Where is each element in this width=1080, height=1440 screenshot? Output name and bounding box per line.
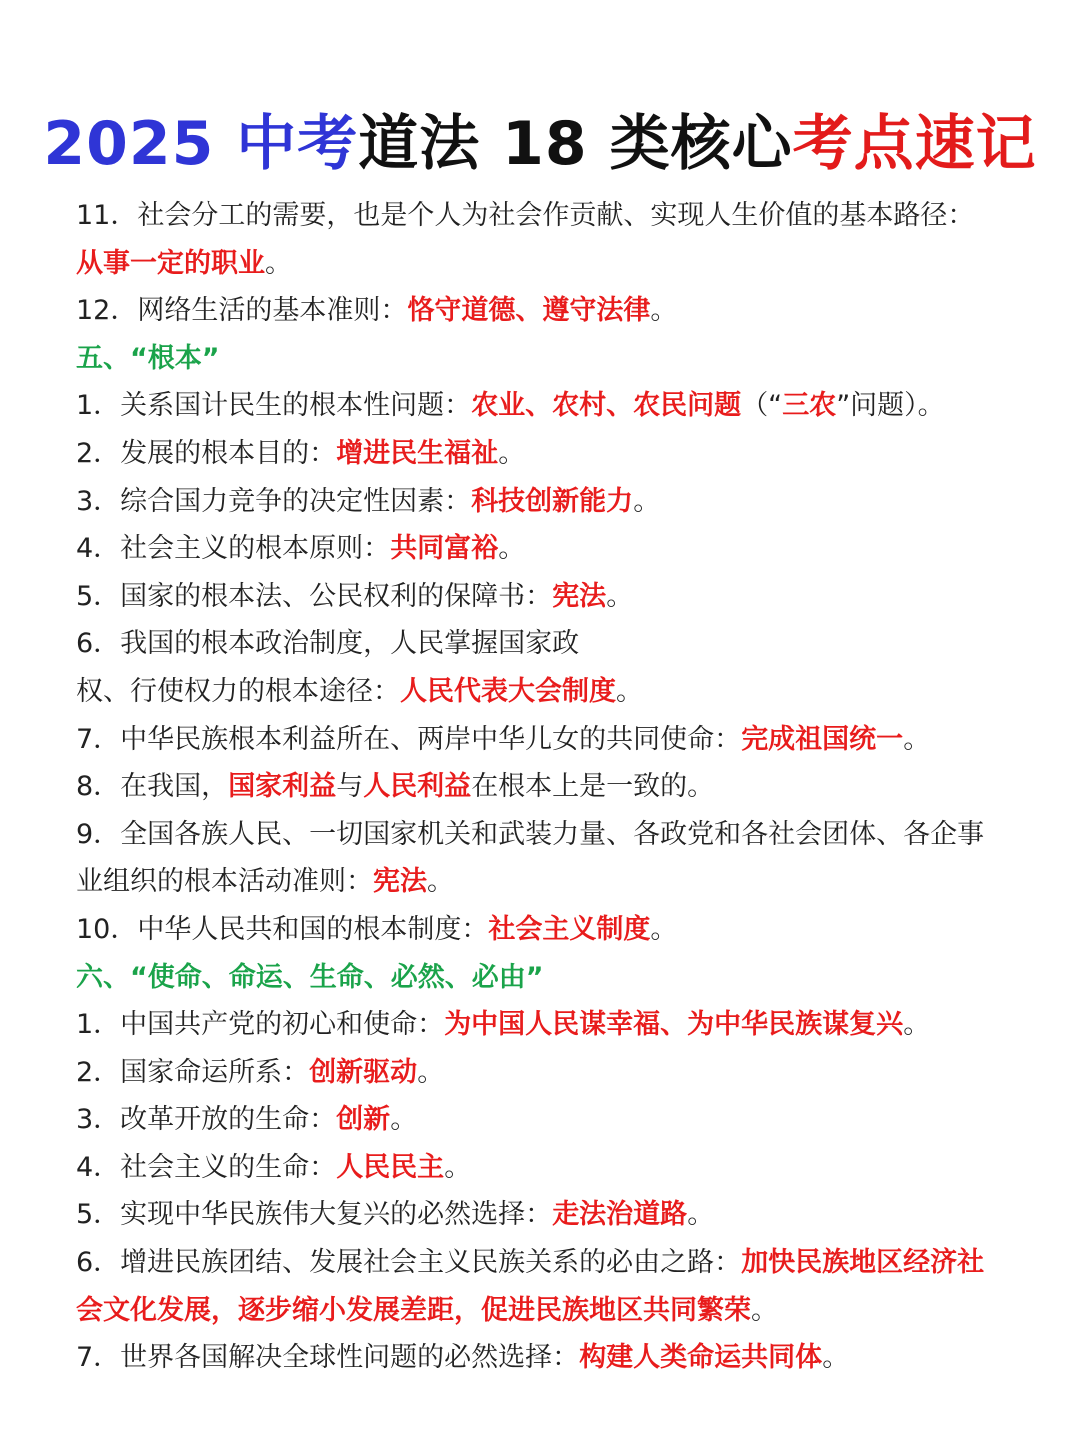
note-text: 6．增进民族团结、发展社会主义民族关系的必由之路：	[76, 1247, 742, 1279]
note-text: 。	[265, 247, 292, 279]
note-text: 1．中国共产党的初心和使命：	[76, 1009, 445, 1041]
note-line	[76, 1049, 1016, 1097]
note-text: 11．社会分工的需要，也是个人为社会作贡献、实现人生价值的基本路径：	[76, 200, 975, 231]
note-text: 6．我国的根本政治制度，人民掌握国家政	[76, 628, 580, 660]
key-answer: 为中国人民谋幸福、为中华民族谋复兴	[444, 1009, 904, 1041]
key-answer: 从事一定的职业	[76, 247, 265, 279]
note-text: 12．网络生活的基本准则：	[76, 295, 408, 327]
note-text: 。	[650, 913, 678, 945]
note-text: 10．中华人民共和国的根本制度：	[76, 913, 489, 945]
key-answer: 创新驱动	[309, 1056, 418, 1088]
note-line	[76, 525, 1016, 573]
note-line	[76, 192, 1016, 240]
note-text: 。	[633, 485, 661, 517]
note-text: 权、行使权力的根本途径：	[76, 675, 400, 707]
key-answer: 科技创新能力	[471, 485, 634, 517]
key-answer: 宪法	[552, 580, 607, 612]
note-line	[76, 811, 1016, 859]
note-text: 业组织的根本活动准则：	[76, 866, 373, 898]
note-line	[76, 1144, 1016, 1192]
note-text: 4．社会主义的生命：	[76, 1151, 337, 1183]
key-answer: 完成祖国统一	[741, 723, 904, 755]
note-text: 。	[498, 533, 526, 565]
note-text: 。	[606, 580, 634, 612]
note-text: ”问题）。	[836, 390, 945, 422]
note-text: 2．发展的根本目的：	[76, 437, 337, 469]
note-line	[76, 287, 1016, 335]
note-line	[76, 1001, 1016, 1049]
key-answer: 恪守道德、遵守法律	[407, 295, 651, 327]
key-answer: 会文化发展，逐步缩小发展差距，促进民族地区共同繁荣	[76, 1294, 751, 1326]
note-text: 。	[444, 1151, 472, 1183]
note-text: 与	[336, 771, 364, 803]
key-answer: 走法治道路	[552, 1199, 688, 1231]
note-text: 9．全国各族人民、一切国家机关和武装力量、各政党和各社会团体、各企事	[76, 818, 985, 850]
section-header: 五、“根本”	[76, 342, 220, 374]
note-line	[76, 858, 1016, 906]
note-text: 5．国家的根本法、公民权利的保障书：	[76, 580, 553, 612]
note-text: 1．关系国计民生的根本性问题：	[76, 390, 472, 422]
note-line	[76, 906, 1016, 954]
key-answer: 加快民族地区经济社	[741, 1247, 985, 1279]
key-answer: 增进民生福祉	[336, 437, 499, 469]
note-line	[76, 1191, 1016, 1239]
key-answer: 人民民主	[336, 1151, 445, 1183]
key-answer: 宪法	[373, 866, 427, 898]
note-line	[76, 478, 1016, 526]
title-part-red: 考点速记	[792, 109, 1037, 179]
note-text: 。	[650, 295, 678, 327]
key-answer: 社会主义制度	[488, 913, 651, 945]
note-text: 3．综合国力竞争的决定性因素：	[76, 485, 472, 517]
note-text: 。	[903, 723, 931, 755]
key-answer: 人民代表大会制度	[400, 675, 616, 707]
key-answer: 国家利益	[228, 771, 337, 803]
note-text: 。	[687, 1199, 715, 1231]
note-line	[76, 240, 1016, 288]
note-line	[76, 382, 1016, 430]
key-answer: 农业、农村、农民问题	[471, 390, 742, 422]
note-text: 5．实现中华民族伟大复兴的必然选择：	[76, 1199, 553, 1231]
note-text: （“	[741, 390, 783, 422]
note-line	[76, 763, 1016, 811]
key-answer: 创新	[336, 1104, 391, 1136]
note-line	[76, 430, 1016, 478]
note-line	[76, 668, 1016, 716]
note-text: 7．世界各国解决全球性问题的必然选择：	[76, 1342, 580, 1374]
notes-list	[76, 192, 1016, 1382]
note-line	[76, 1287, 1016, 1335]
note-text: 。	[903, 1009, 931, 1041]
note-text: 8．在我国，	[76, 771, 229, 803]
note-line	[76, 1334, 1016, 1382]
note-text: 。	[417, 1056, 445, 1088]
note-text: 。	[751, 1294, 778, 1326]
section-header: 六、“使命、命运、生命、必然、必由”	[76, 961, 544, 993]
note-text: 2．国家命运所系：	[76, 1056, 310, 1088]
note-text: 。	[822, 1342, 850, 1374]
title-part-black: 道法 18 类核心	[358, 109, 793, 179]
note-text: 在根本上是一致的。	[471, 771, 715, 803]
key-answer: 构建人类命运共同体	[579, 1342, 823, 1374]
note-text: 7．中华民族根本利益所在、两岸中华儿女的共同使命：	[76, 723, 742, 755]
note-text: 。	[390, 1104, 418, 1136]
key-answer: 三农	[782, 390, 837, 422]
note-text: 。	[427, 866, 454, 898]
note-line	[76, 1096, 1016, 1144]
note-line	[76, 573, 1016, 621]
key-answer: 共同富裕	[390, 533, 499, 565]
note-text: 4．社会主义的根本原则：	[76, 533, 391, 565]
note-line	[76, 620, 1016, 668]
note-text: 。	[498, 437, 526, 469]
note-line	[76, 1239, 1016, 1287]
key-answer: 人民利益	[363, 771, 472, 803]
note-text: 3．改革开放的生命：	[76, 1104, 337, 1136]
note-text: 。	[616, 675, 643, 707]
note-line	[76, 716, 1016, 764]
page-title	[0, 104, 1080, 184]
title-part-blue: 2025 中考	[43, 109, 359, 179]
